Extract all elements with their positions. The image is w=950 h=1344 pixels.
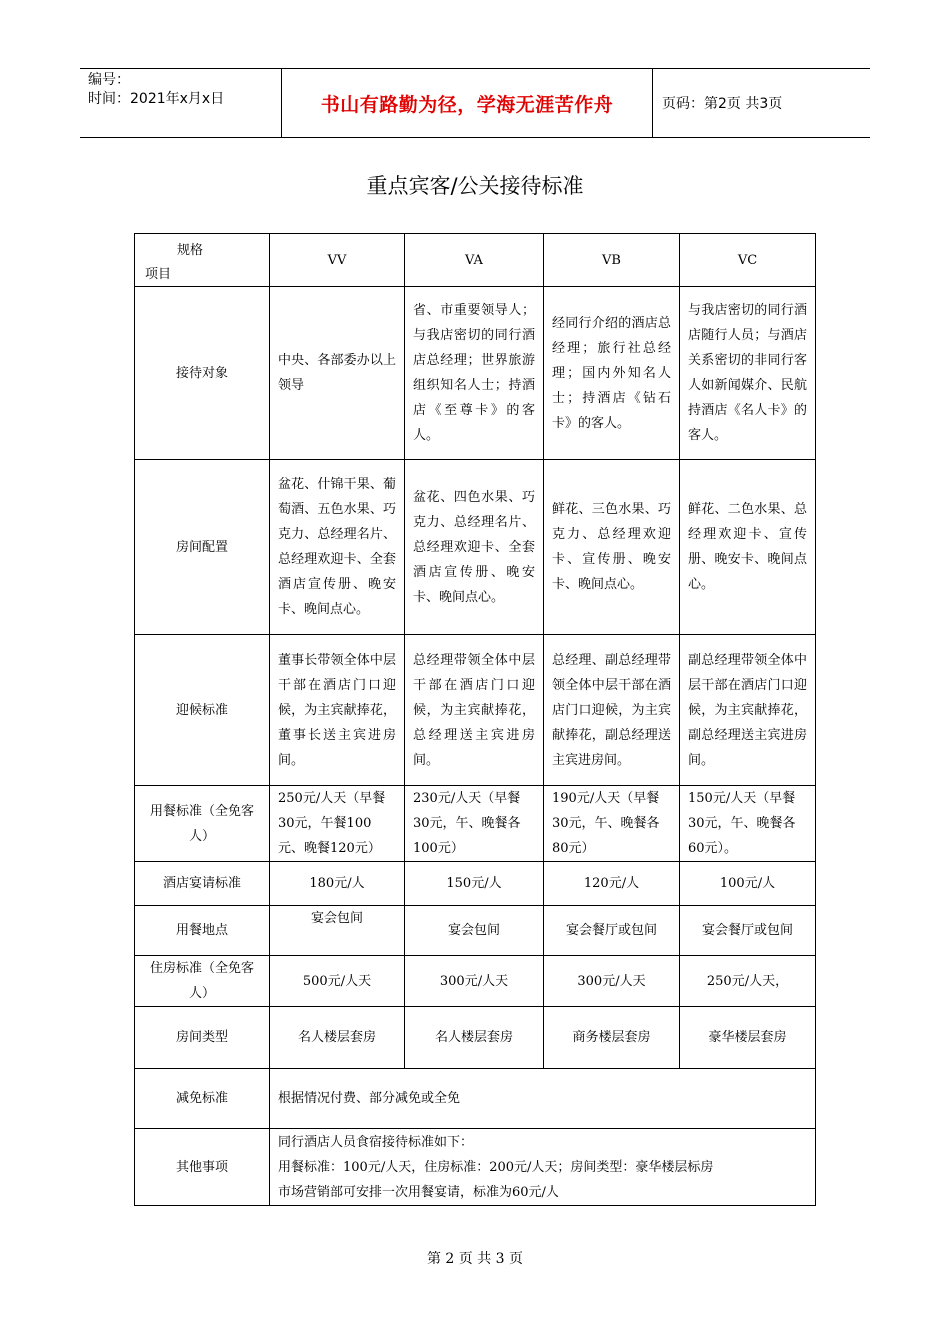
table-row [135,786,816,862]
table-row [135,906,816,956]
table-cell: 190元/人天（早餐30元，午、晚餐各80元） [544,786,680,862]
row-label: 酒店宴请标准 [135,862,270,906]
row-label: 其他事项 [135,1129,270,1206]
table-cell: 经同行介绍的酒店总经理；旅行社总经理；国内外知名人士；持酒店《钻石卡》的客人。 [544,287,680,460]
table-cell: 100元/人 [680,862,816,906]
table-cell: 名人楼层套房 [270,1007,405,1069]
table-cell: 宴会餐厅或包间 [680,906,816,956]
table-cell: 150元/人 [405,862,544,906]
table-cell: 250元/人天（早餐30元，午餐100元、晚餐120元） [270,786,405,862]
table-cell: 宴会餐厅或包间 [544,906,680,956]
table-cell: 盆花、四色水果、巧克力、总经理名片、总经理欢迎卡、全套酒店宣传册、晚安卡、晚间点心。 [405,460,544,635]
row-label: 住房标准（全免客人） [135,956,270,1007]
table-cell: 总经理带领全体中层干部在酒店门口迎候，为主宾献捧花，总经理送主宾进房间。 [405,635,544,786]
header-meta [80,69,282,137]
column-header-vc: VC [680,234,816,287]
header-page-label: 页码：第2页 共3页 [662,96,783,112]
time-label: 时间：2021年x月x日 [88,91,225,107]
corner-top-label: 规格 [177,243,204,258]
page-footer: 第 2 页 共 3 页 [426,1251,524,1267]
row-label: 房间类型 [135,1007,270,1069]
row-label: 迎候标准 [135,635,270,786]
table-cell: 与我店密切的同行酒店随行人员；与酒店关系密切的非同行客人如新闻媒介、民航持酒店《名人卡》的客人。 [680,287,816,460]
table-cell: 宴会包间 [270,906,405,956]
corner-header-cell [135,234,270,287]
table-row [135,1129,816,1206]
table-cell: 副总经理带领全体中层干部在酒店门口迎候，为主宾献捧花，副总经理送主宾进房间。 [680,635,816,786]
table-cell: 500元/人天 [270,956,405,1007]
document-title: 重点宾客/公关接待标准 [366,174,584,198]
table-row [135,1007,816,1069]
column-header-vb: VB [544,234,680,287]
table-row [135,460,816,635]
table-cell: 商务楼层套房 [544,1007,680,1069]
row-label: 减免标准 [135,1069,270,1129]
table-cell: 中央、各部委办以上领导 [270,287,405,460]
table-cell: 总经理、副总经理带领全体中层干部在酒店门口迎候，为主宾献捧花，副总经理送主宾进房间。 [544,635,680,786]
number-label: 编号： [88,72,130,88]
corner-bottom-label: 项目 [145,267,172,282]
table-cell: 宴会包间 [405,906,544,956]
reduction-text: 根据情况付费、部分减免或全免 [270,1069,816,1129]
row-label: 用餐地点 [135,906,270,956]
column-header-va: VA [405,234,544,287]
other-note-line: 同行酒店人员食宿接待标准如下： [278,1134,474,1150]
table-cell: 180元/人 [270,862,405,906]
table-cell: 省、市重要领导人；与我店密切的同行酒店总经理；世界旅游组织知名人士；持酒店《至尊卡》的客人。 [405,287,544,460]
table-cell: 230元/人天（早餐30元，午、晚餐各100元） [405,786,544,862]
table-header-row [135,234,816,287]
other-note-line: 市场营销部可安排一次用餐宴请，标准为60元/人 [278,1184,559,1200]
table-cell: 名人楼层套房 [405,1007,544,1069]
table-cell: 300元/人天 [405,956,544,1007]
table-cell: 豪华楼层套房 [680,1007,816,1069]
column-header-vv: VV [270,234,405,287]
table-row [135,956,816,1007]
table-cell: 120元/人 [544,862,680,906]
reception-standards-table [134,233,816,1206]
row-label: 房间配置 [135,460,270,635]
table-cell: 鲜花、二色水果、总经理欢迎卡、宣传册、晚安卡、晚间点心。 [680,460,816,635]
table-cell: 盆花、什锦干果、葡萄酒、五色水果、巧克力、总经理名片、总经理欢迎卡、全套酒店宣传册、晚安卡、晚间点心。 [270,460,405,635]
page-header [80,68,870,138]
table-cell: 董事长带领全体中层干部在酒店门口迎候，为主宾献捧花，董事长送主宾进房间。 [270,635,405,786]
table-cell: 鲜花、三色水果、巧克力、总经理欢迎卡、宣传册、晚安卡、晚间点心。 [544,460,680,635]
table-row [135,287,816,460]
other-notes [270,1129,816,1206]
row-label: 用餐标准（全免客人） [135,786,270,862]
row-label: 接待对象 [135,287,270,460]
table-row [135,635,816,786]
header-slogan: 书山有路勤为径，学海无涯苦作舟 [282,69,653,137]
table-cell: 250元/人天， [680,956,816,1007]
table-row [135,862,816,906]
table-cell: 150元/人天（早餐30元，午、晚餐各60元）。 [680,786,816,862]
other-note-line: 用餐标准：100元/人天，住房标准：200元/人天；房间类型：豪华楼层标房 [278,1159,714,1175]
table-cell: 300元/人天 [544,956,680,1007]
table-row [135,1069,816,1129]
